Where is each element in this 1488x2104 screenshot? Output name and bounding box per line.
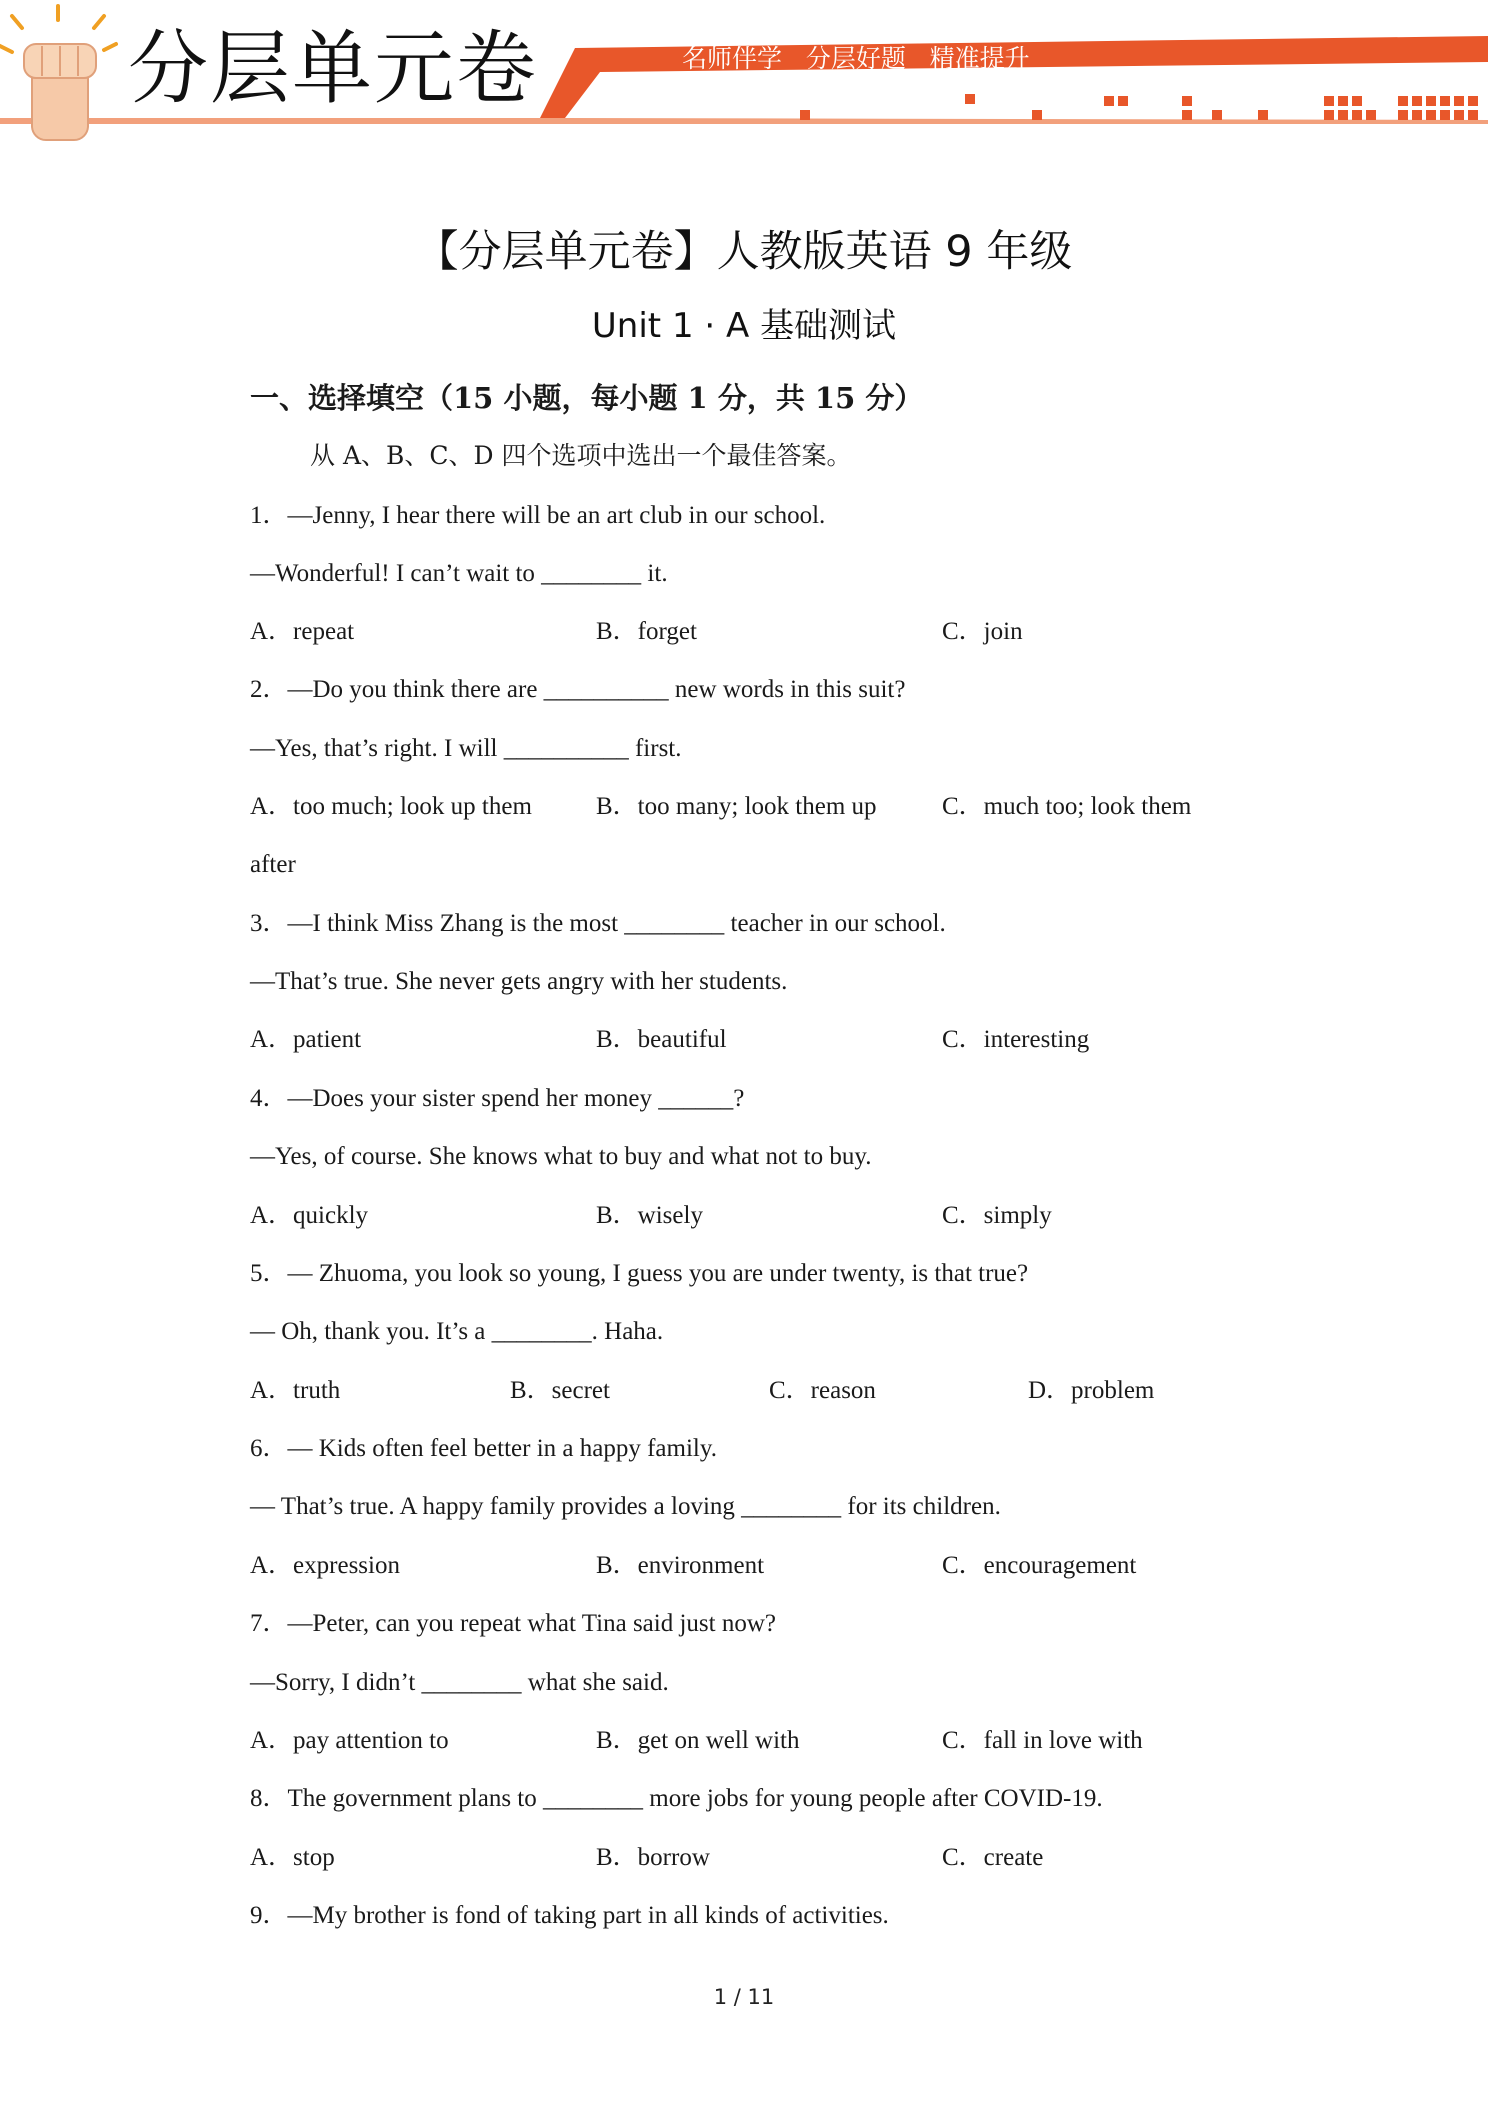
question-5-option-b: B．secret — [510, 1377, 610, 1404]
question-4-option-a: A．quickly — [250, 1202, 369, 1229]
question-1-option-b: B．forget — [596, 618, 697, 645]
question-2-line-1: 2．—Do you think there are __________ new words in this suit? — [250, 676, 906, 703]
question-1-line-1: 1．—Jenny, I hear there will be an art club in our school. — [250, 502, 826, 529]
question-7-option-a: A．pay attention to — [250, 1727, 449, 1754]
question-3-option-b: B．beautiful — [596, 1026, 727, 1053]
question-3-line-1: 3．—I think Miss Zhang is the most ________ teacher in our school. — [250, 910, 946, 937]
question-5-option-c: C．reason — [769, 1377, 876, 1404]
question-2-line-2: —Yes, that’s right. I will __________ first. — [250, 735, 682, 762]
question-7-option-c: C．fall in love with — [942, 1727, 1143, 1754]
question-4-option-c: C．simply — [942, 1202, 1052, 1229]
question-9-line-1: 9．—My brother is fond of taking part in all kinds of activities. — [250, 1902, 889, 1929]
question-3-option-c: C．interesting — [942, 1026, 1090, 1053]
document-title: 【分层单元卷】人教版英语 9 年级 — [415, 227, 1073, 277]
question-6-option-b: B．environment — [596, 1552, 765, 1579]
question-7-line-1: 7．—Peter, can you repeat what Tina said just now? — [250, 1610, 776, 1637]
question-3-option-a: A．patient — [250, 1026, 362, 1053]
question-6-line-2: — That’s true. A happy family provides a loving ________ for its children. — [250, 1493, 1001, 1520]
question-1-option-c: C．join — [942, 618, 1023, 645]
question-4-line-1: 4．—Does your sister spend her money ______? — [250, 1085, 745, 1112]
question-6-option-c: C．encouragement — [942, 1552, 1137, 1579]
section-heading: 一、选择填空（15 小题，每小题 1 分，共 15 分） — [250, 381, 924, 415]
page-header — [0, 0, 1488, 150]
question-8-option-a: A．stop — [250, 1844, 335, 1871]
question-8-option-b: B．borrow — [596, 1844, 710, 1871]
question-4-option-b: B．wisely — [596, 1202, 703, 1229]
brand-title: 分层单元卷 — [128, 22, 538, 115]
question-2-option-wrap: after — [250, 851, 296, 878]
question-3-line-2: —That’s true. She never gets angry with her students. — [250, 968, 788, 995]
document-subtitle: Unit 1 · A 基础测试 — [591, 306, 897, 346]
page-number: 1 / 11 — [713, 1985, 775, 2009]
question-5-option-d: D．problem — [1028, 1377, 1155, 1404]
question-6-line-1: 6．— Kids often feel better in a happy family. — [250, 1435, 717, 1462]
question-5-option-a: A．truth — [250, 1377, 341, 1404]
question-8-option-c: C．create — [942, 1844, 1044, 1871]
question-7-line-2: —Sorry, I didn’t ________ what she said. — [250, 1669, 669, 1696]
question-5-line-2: — Oh, thank you. It’s a ________. Haha. — [250, 1318, 664, 1345]
question-6-option-a: A．expression — [250, 1552, 400, 1579]
question-2-option-c: C．much too; look them — [942, 793, 1192, 820]
question-5-line-1: 5．— Zhuoma, you look so young, I guess you are under twenty, is that true? — [250, 1260, 1029, 1287]
question-2-option-b: B．too many; look them up — [596, 793, 877, 820]
question-8-line-1: 8．The government plans to ________ more jobs for young people after COVID-19. — [250, 1785, 1103, 1812]
question-2-option-a: A．too much; look up them — [250, 793, 532, 820]
header-slogan: 名师伴学 分层好题 精准提升 — [682, 44, 1030, 73]
question-4-line-2: —Yes, of course. She knows what to buy and what not to buy. — [250, 1143, 872, 1170]
section-instruction: 从 A、B、C、D 四个选项中选出一个最佳答案。 — [310, 441, 852, 470]
question-1-line-2: —Wonderful! I can’t wait to ________ it. — [250, 560, 668, 587]
question-7-option-b: B．get on well with — [596, 1727, 800, 1754]
question-1-option-a: A．repeat — [250, 618, 355, 645]
